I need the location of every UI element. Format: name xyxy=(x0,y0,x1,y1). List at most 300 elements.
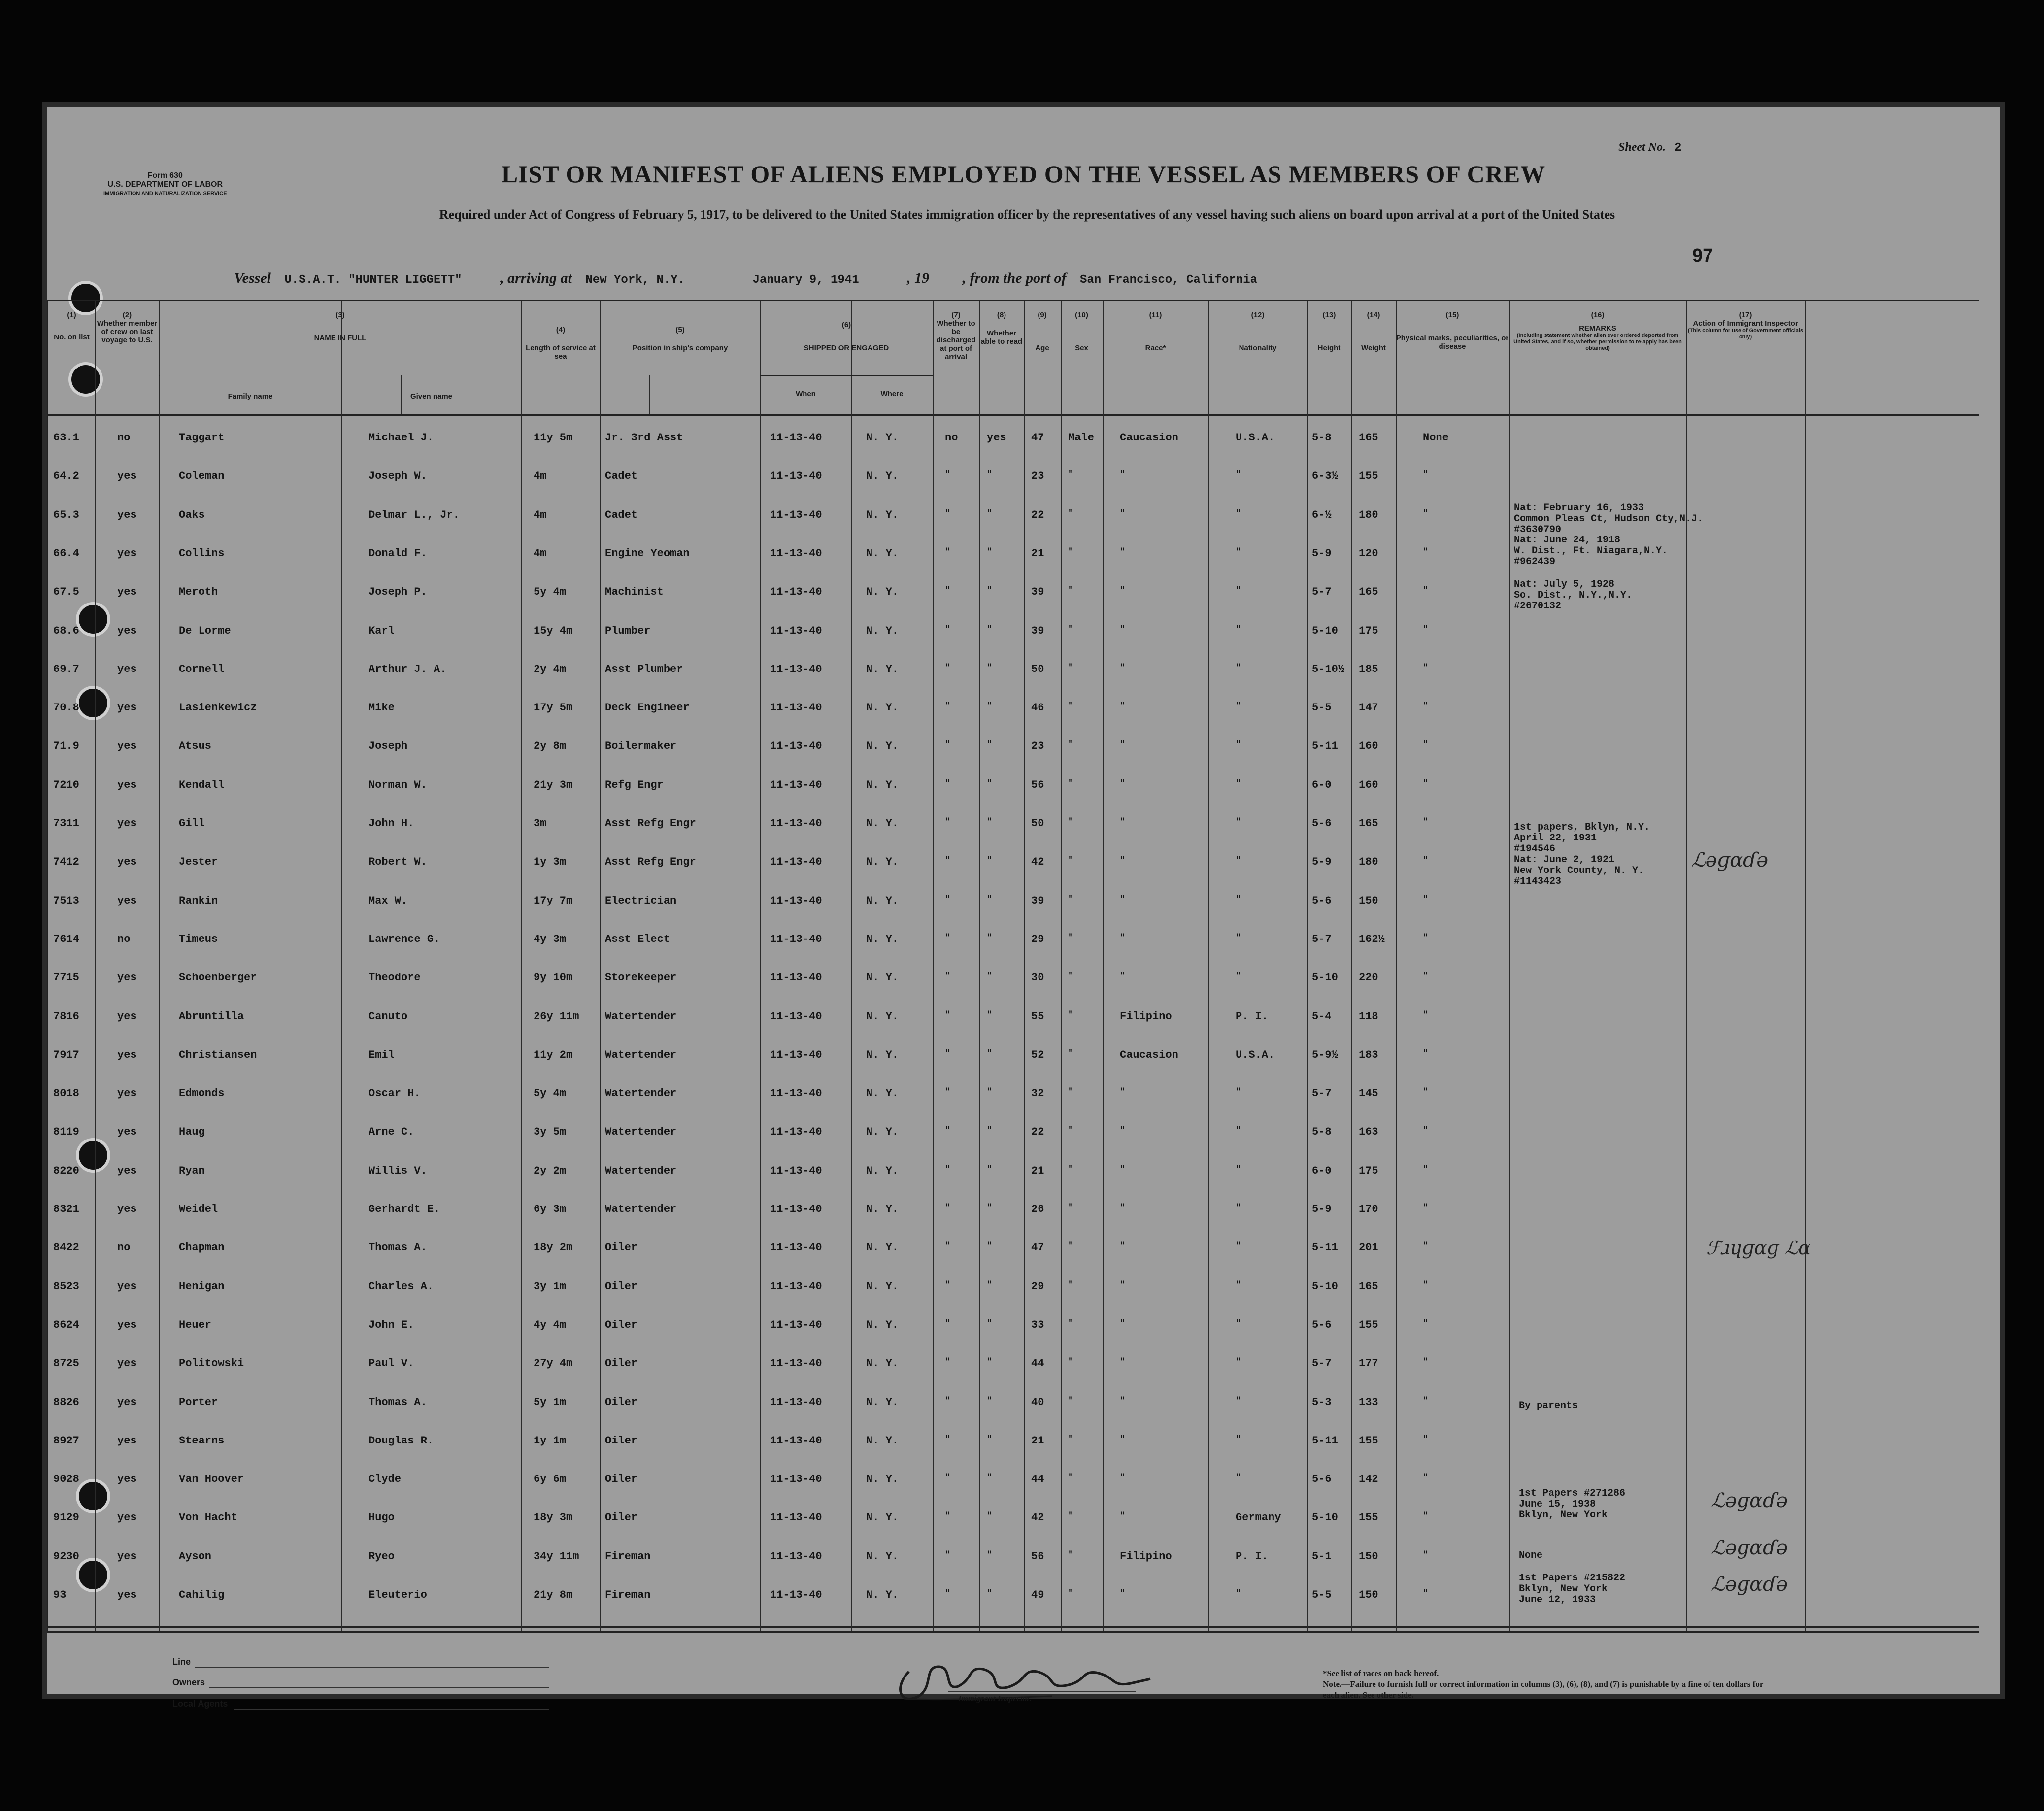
discharged-at-port-cell: " xyxy=(945,547,950,557)
height-cell: 6-½ xyxy=(1312,509,1332,521)
nationality-cell: " xyxy=(1236,1473,1241,1483)
shipped-where-cell: N. Y. xyxy=(866,702,899,714)
discharged-at-port-cell: " xyxy=(945,586,950,596)
sex-cell: " xyxy=(1068,1241,1073,1251)
physical-marks-cell: " xyxy=(1423,1589,1428,1599)
inspector-initials-mark: ℱɹɥɡɑɡ ℒɑ xyxy=(1706,1237,1811,1259)
remark-line: New York County, N. Y. xyxy=(1514,865,1644,876)
nationality-cell: " xyxy=(1236,895,1241,905)
sex-cell: " xyxy=(1068,933,1073,943)
given-name-cell: John E. xyxy=(369,1319,414,1331)
row-number-cell: 8927 xyxy=(53,1435,79,1447)
column-rule xyxy=(1103,301,1104,1631)
age-cell: 55 xyxy=(1031,1010,1044,1023)
page-number: 97 xyxy=(1692,245,1713,266)
last-voyage-cell: no xyxy=(117,933,131,945)
shipped-where-cell: N. Y. xyxy=(866,470,899,482)
able-to-read-cell: " xyxy=(987,779,992,789)
weight-cell: 163 xyxy=(1359,1126,1378,1138)
remark-cahilig xyxy=(1519,1573,1625,1606)
race-cell: " xyxy=(1120,1473,1125,1483)
row-number-cell: 7614 xyxy=(53,933,79,945)
row-number-cell: 8119 xyxy=(53,1126,79,1138)
able-to-read-cell: " xyxy=(987,1473,992,1483)
sex-cell: " xyxy=(1068,1203,1073,1213)
weight-cell: 170 xyxy=(1359,1203,1378,1215)
nationality-cell: " xyxy=(1236,1396,1241,1406)
able-to-read-cell: " xyxy=(987,1319,992,1329)
row-number-cell: 8826 xyxy=(53,1396,79,1409)
last-voyage-cell: yes xyxy=(117,1087,137,1100)
remark-atsus xyxy=(1514,579,1632,612)
col-number: (7) xyxy=(951,311,961,319)
shipped-when-cell: 11-13-40 xyxy=(770,470,822,482)
nationality-cell: " xyxy=(1236,547,1241,557)
discharged-at-port-cell: " xyxy=(945,625,950,635)
row-number-cell: 7210 xyxy=(53,779,79,791)
age-cell: 29 xyxy=(1031,933,1044,945)
shipped-when-cell: 11-13-40 xyxy=(770,509,822,521)
header-col-9 xyxy=(1024,311,1061,352)
given-name-cell: Arne C. xyxy=(369,1126,414,1138)
remark-line: Bklyn, New York xyxy=(1519,1583,1608,1595)
column-rule xyxy=(600,301,601,1631)
length-of-service-cell: 1y 1m xyxy=(534,1435,567,1447)
shipped-when-cell: 11-13-40 xyxy=(770,432,822,444)
sex-cell: " xyxy=(1068,1396,1073,1406)
position-cell: Oiler xyxy=(605,1473,638,1485)
manifest-sheet xyxy=(42,102,2005,1709)
sex-cell: " xyxy=(1068,740,1073,750)
shipped-where-cell: N. Y. xyxy=(866,856,899,868)
last-voyage-cell: yes xyxy=(117,509,137,521)
discharged-at-port-cell: " xyxy=(945,1203,950,1213)
col-label: Action of Immigrant Inspector xyxy=(1693,319,1798,328)
given-name-cell: Joseph xyxy=(369,740,408,752)
length-of-service-cell: 17y 5m xyxy=(534,702,573,714)
length-of-service-cell: 11y 2m xyxy=(534,1049,573,1061)
column-rule xyxy=(1509,301,1510,1631)
sex-cell: " xyxy=(1068,817,1073,827)
height-cell: 5-10 xyxy=(1312,625,1338,637)
age-cell: 21 xyxy=(1031,547,1044,560)
inspector-initials-mark: ℒəɡɑɗə xyxy=(1711,1489,1788,1512)
weight-cell: 165 xyxy=(1359,586,1378,598)
shipped-when-cell: 11-13-40 xyxy=(770,895,822,907)
able-to-read-cell: " xyxy=(987,625,992,635)
race-cell: " xyxy=(1120,1203,1125,1213)
col-sublabel: (Including statement whether alien ever ordered deported from United States, and if so, whether permission to re-apply has been obtained) xyxy=(1513,333,1682,351)
height-cell: 5-1 xyxy=(1312,1550,1332,1563)
column-rule xyxy=(1024,301,1025,1631)
physical-marks-cell: " xyxy=(1423,1396,1428,1406)
header-col-2 xyxy=(95,311,159,344)
shipped-where-cell: N. Y. xyxy=(866,779,899,791)
last-voyage-cell: yes xyxy=(117,1357,137,1370)
height-cell: 5-5 xyxy=(1312,1589,1332,1601)
col-label: Height xyxy=(1317,344,1341,352)
able-to-read-cell: " xyxy=(987,895,992,905)
family-name-cell: Jester xyxy=(179,856,218,868)
row-number-cell: 7816 xyxy=(53,1010,79,1023)
position-cell: Boilermaker xyxy=(605,740,677,752)
height-cell: 5-11 xyxy=(1312,1435,1338,1447)
race-cell: " xyxy=(1120,1396,1125,1406)
shipped-where-cell: N. Y. xyxy=(866,1087,899,1100)
arrival-port: New York, N.Y. xyxy=(585,273,685,287)
physical-marks-cell: " xyxy=(1423,1280,1428,1290)
col-number: (14) xyxy=(1367,311,1380,319)
weight-cell: 150 xyxy=(1359,1550,1378,1563)
length-of-service-cell: 11y 5m xyxy=(534,432,573,444)
shipped-where-cell: N. Y. xyxy=(866,663,899,675)
given-name-cell: Theodore xyxy=(369,972,421,984)
nationality-cell: P. I. xyxy=(1236,1550,1269,1563)
able-to-read-cell: " xyxy=(987,1165,992,1174)
physical-marks-cell: " xyxy=(1423,1550,1428,1560)
vessel-line xyxy=(234,270,1257,287)
inspector-initials-mark: ℒəɡɑɗə xyxy=(1711,1573,1788,1596)
last-voyage-cell: yes xyxy=(117,1165,137,1177)
last-voyage-cell: yes xyxy=(117,856,137,868)
family-name-cell: Gill xyxy=(179,817,205,830)
physical-marks-cell: " xyxy=(1423,663,1428,673)
weight-cell: 160 xyxy=(1359,740,1378,752)
remark-abruntilla xyxy=(1514,855,1644,887)
remark-line: Bklyn, New York xyxy=(1519,1509,1608,1521)
last-voyage-cell: yes xyxy=(117,1203,137,1215)
sex-cell: " xyxy=(1068,895,1073,905)
length-of-service-cell: 5y 4m xyxy=(534,1087,567,1100)
column-rule xyxy=(1396,301,1397,1631)
age-cell: 42 xyxy=(1031,1511,1044,1524)
able-to-read-cell: " xyxy=(987,1087,992,1097)
age-cell: 39 xyxy=(1031,895,1044,907)
column-rule xyxy=(979,301,980,1631)
age-cell: 30 xyxy=(1031,972,1044,984)
row-number-cell: 8220 xyxy=(53,1165,79,1177)
last-voyage-cell: yes xyxy=(117,586,137,598)
remark-ayson: None xyxy=(1519,1550,1543,1561)
sex-cell: " xyxy=(1068,1087,1073,1097)
given-name-cell: Robert W. xyxy=(369,856,427,868)
family-name-cell: Collins xyxy=(179,547,225,560)
nationality-cell: " xyxy=(1236,1126,1241,1136)
shipped-where-cell: N. Y. xyxy=(866,1435,899,1447)
race-cell: " xyxy=(1120,779,1125,789)
shipped-where-cell: N. Y. xyxy=(866,817,899,830)
row-number-cell: 69.7 xyxy=(53,663,79,675)
shipped-when-cell: 11-13-40 xyxy=(770,1241,822,1254)
length-of-service-cell: 4y 3m xyxy=(534,933,567,945)
position-cell: Watertender xyxy=(605,1126,677,1138)
shipped-where-cell: N. Y. xyxy=(866,1049,899,1061)
column-rule xyxy=(851,301,852,1631)
header-when: When xyxy=(796,390,816,398)
nationality-cell: " xyxy=(1236,1203,1241,1213)
weight-cell: 183 xyxy=(1359,1049,1378,1061)
weight-cell: 155 xyxy=(1359,1511,1378,1524)
given-name-cell: Joseph P. xyxy=(369,586,427,598)
position-cell: Cadet xyxy=(605,509,638,521)
weight-cell: 120 xyxy=(1359,547,1378,560)
height-cell: 5-9 xyxy=(1312,547,1332,560)
shipped-where-cell: N. Y. xyxy=(866,1396,899,1409)
age-cell: 21 xyxy=(1031,1435,1044,1447)
position-cell: Electrician xyxy=(605,895,677,907)
physical-marks-cell: " xyxy=(1423,779,1428,789)
family-name-cell: Cornell xyxy=(179,663,225,675)
sex-cell: " xyxy=(1068,1280,1073,1290)
col-label: Position in ship's company xyxy=(632,344,728,352)
header-col-13 xyxy=(1307,311,1351,352)
family-name-cell: Meroth xyxy=(179,586,218,598)
age-cell: 23 xyxy=(1031,470,1044,482)
age-cell: 56 xyxy=(1031,779,1044,791)
row-number-cell: 68.6 xyxy=(53,625,79,637)
given-name-cell: Gerhardt E. xyxy=(369,1203,440,1215)
family-name-cell: Atsus xyxy=(179,740,212,752)
remark-schoenberger xyxy=(1514,822,1650,855)
year-label: , 19 xyxy=(907,270,930,286)
race-cell: " xyxy=(1120,972,1125,981)
row-number-cell: 9230 xyxy=(53,1550,79,1563)
last-voyage-cell: yes xyxy=(117,1010,137,1023)
able-to-read-cell: " xyxy=(987,1280,992,1290)
shipped-when-cell: 11-13-40 xyxy=(770,1589,822,1601)
column-rule xyxy=(649,375,650,414)
position-cell: Plumber xyxy=(605,625,651,637)
position-cell: Fireman xyxy=(605,1589,651,1601)
shipped-where-cell: N. Y. xyxy=(866,1550,899,1563)
able-to-read-cell: " xyxy=(987,972,992,981)
age-cell: 49 xyxy=(1031,1589,1044,1601)
given-name-cell: Karl xyxy=(369,625,395,637)
age-cell: 29 xyxy=(1031,1280,1044,1293)
col-label: NAME IN FULL xyxy=(314,334,367,342)
able-to-read-cell: " xyxy=(987,1049,992,1059)
col-label: Weight xyxy=(1361,344,1386,352)
family-name-cell: Coleman xyxy=(179,470,225,482)
able-to-read-cell: " xyxy=(987,1435,992,1444)
length-of-service-cell: 3y 1m xyxy=(534,1280,567,1293)
shipped-where-cell: N. Y. xyxy=(866,586,899,598)
physical-marks-cell: " xyxy=(1423,586,1428,596)
shipped-where-cell: N. Y. xyxy=(866,895,899,907)
given-name-cell: Lawrence G. xyxy=(369,933,440,945)
races-note: *See list of races on back hereof. xyxy=(1323,1669,1439,1678)
weight-cell: 145 xyxy=(1359,1087,1378,1100)
shipped-when-cell: 11-13-40 xyxy=(770,1511,822,1524)
remark-line: Nat: June 24, 1918 xyxy=(1514,535,1621,546)
discharged-at-port-cell: " xyxy=(945,740,950,750)
race-cell: " xyxy=(1120,933,1125,943)
col-number: (10) xyxy=(1075,311,1088,319)
col-number: (6) xyxy=(841,321,851,329)
shipped-where-cell: N. Y. xyxy=(866,1241,899,1254)
family-name-cell: Lasienkewicz xyxy=(179,702,257,714)
race-cell: " xyxy=(1120,663,1125,673)
row-number-cell: 7917 xyxy=(53,1049,79,1061)
shipped-where-cell: N. Y. xyxy=(866,1010,899,1023)
position-cell: Oiler xyxy=(605,1435,638,1447)
remark-line: #3630790 xyxy=(1514,524,1562,536)
shipped-where-cell: N. Y. xyxy=(866,1203,899,1215)
row-number-cell: 66.4 xyxy=(53,547,79,560)
sex-cell: " xyxy=(1068,1010,1073,1020)
family-name-cell: Porter xyxy=(179,1396,218,1409)
able-to-read-cell: " xyxy=(987,856,992,866)
sex-cell: " xyxy=(1068,547,1073,557)
nationality-cell: " xyxy=(1236,1589,1241,1599)
sheet-label: Sheet No. xyxy=(1618,141,1666,154)
family-name-cell: Van Hoover xyxy=(179,1473,244,1485)
col-label: Whether member of crew on last voyage to U.S. xyxy=(97,319,158,344)
discharged-at-port-cell: " xyxy=(945,856,950,866)
able-to-read-cell: " xyxy=(987,1241,992,1251)
last-voyage-cell: yes xyxy=(117,663,137,675)
position-cell: Deck Engineer xyxy=(605,702,690,714)
family-name-cell: Cahilig xyxy=(179,1589,225,1601)
col-label: Age xyxy=(1035,344,1049,352)
given-name-cell: Emil xyxy=(369,1049,395,1061)
height-cell: 5-8 xyxy=(1312,1126,1332,1138)
remark-line: #1143423 xyxy=(1514,876,1562,887)
height-cell: 6-3½ xyxy=(1312,470,1338,482)
physical-marks-cell: " xyxy=(1423,1049,1428,1059)
weight-cell: 175 xyxy=(1359,1165,1378,1177)
physical-marks-cell: " xyxy=(1423,1511,1428,1521)
shipped-when-cell: 11-13-40 xyxy=(770,1396,822,1409)
sex-cell: " xyxy=(1068,509,1073,519)
race-cell: " xyxy=(1120,509,1125,519)
family-name-cell: Rankin xyxy=(179,895,218,907)
header-col-7 xyxy=(933,311,979,361)
length-of-service-cell: 34y 11m xyxy=(534,1550,579,1563)
race-cell: " xyxy=(1120,1126,1125,1136)
shipped-subheader-rule xyxy=(760,375,933,376)
discharged-at-port-cell: " xyxy=(945,1550,950,1560)
last-voyage-cell: yes xyxy=(117,1589,137,1601)
age-cell: 46 xyxy=(1031,702,1044,714)
given-name-cell: Charles A. xyxy=(369,1280,434,1293)
inspector-label: Immigrant Inspector. xyxy=(958,1694,1032,1703)
family-name-cell: Haug xyxy=(179,1126,205,1138)
remark-van-hoover xyxy=(1519,1488,1625,1521)
shipped-where-cell: N. Y. xyxy=(866,1511,899,1524)
row-number-cell: 9129 xyxy=(53,1511,79,1524)
nationality-cell: " xyxy=(1236,1435,1241,1444)
col-number: (17) xyxy=(1739,311,1752,319)
height-cell: 5-11 xyxy=(1312,740,1338,752)
col-number: (4) xyxy=(556,326,566,334)
physical-marks-cell: " xyxy=(1423,1010,1428,1020)
height-cell: 5-6 xyxy=(1312,895,1332,907)
discharged-at-port-cell: " xyxy=(945,1473,950,1483)
service: IMMIGRATION AND NATURALIZATION SERVICE xyxy=(103,191,227,197)
col-label: Nationality xyxy=(1239,344,1277,352)
family-name-cell: Schoenberger xyxy=(179,972,257,984)
given-name-cell: Eleuterio xyxy=(369,1589,427,1601)
able-to-read-cell: " xyxy=(987,740,992,750)
able-to-read-cell: " xyxy=(987,547,992,557)
weight-cell: 160 xyxy=(1359,779,1378,791)
length-of-service-cell: 3m xyxy=(534,817,547,830)
column-rule xyxy=(1307,301,1308,1631)
shipped-where-cell: N. Y. xyxy=(866,1319,899,1331)
header-where: Where xyxy=(880,390,904,398)
discharged-at-port-cell: " xyxy=(945,779,950,789)
last-voyage-cell: yes xyxy=(117,1126,137,1138)
nationality-cell: " xyxy=(1236,663,1241,673)
shipped-when-cell: 11-13-40 xyxy=(770,1280,822,1293)
position-cell: Oiler xyxy=(605,1511,638,1524)
col-sublabel: (This column for use of Government officials only) xyxy=(1687,328,1804,340)
shipped-where-cell: N. Y. xyxy=(866,933,899,945)
height-cell: 5-5 xyxy=(1312,702,1332,714)
header-col-14 xyxy=(1351,311,1396,352)
last-voyage-cell: yes xyxy=(117,1396,137,1409)
race-cell: " xyxy=(1120,1589,1125,1599)
column-rule xyxy=(341,301,342,1631)
discharged-at-port-cell: " xyxy=(945,663,950,673)
header-col-11 xyxy=(1103,311,1208,352)
nationality-cell: " xyxy=(1236,586,1241,596)
race-cell: Caucasion xyxy=(1120,1049,1178,1061)
shipped-where-cell: N. Y. xyxy=(866,1589,899,1601)
remark-line: Nat: February 16, 1933 xyxy=(1514,503,1644,514)
header-divider xyxy=(48,414,1979,416)
position-cell: Watertender xyxy=(605,1165,677,1177)
inspector-initials-mark: ℒəɡɑɗə xyxy=(1691,849,1769,872)
length-of-service-cell: 17y 7m xyxy=(534,895,573,907)
physical-marks-cell: " xyxy=(1423,1165,1428,1174)
col-number: (11) xyxy=(1149,311,1162,319)
discharged-at-port-cell: " xyxy=(945,702,950,711)
row-number-cell: 65.3 xyxy=(53,509,79,521)
height-cell: 5-11 xyxy=(1312,1241,1338,1254)
height-cell: 5-10 xyxy=(1312,1280,1338,1293)
discharged-at-port-cell: " xyxy=(945,895,950,905)
col-label: SHIPPED OR ENGAGED xyxy=(804,344,889,352)
position-cell: Oiler xyxy=(605,1319,638,1331)
physical-marks-cell: " xyxy=(1423,1126,1428,1136)
age-cell: 33 xyxy=(1031,1319,1044,1331)
sheet-value: 2 xyxy=(1675,141,1682,155)
header-col-5 xyxy=(600,326,760,352)
header-col-16 xyxy=(1509,311,1686,352)
given-name-cell: Michael J. xyxy=(369,432,434,444)
family-name-cell: Timeus xyxy=(179,933,218,945)
header-col-1 xyxy=(48,311,95,341)
able-to-read-cell: " xyxy=(987,1203,992,1213)
sex-cell: Male xyxy=(1068,432,1094,444)
last-voyage-cell: yes xyxy=(117,779,137,791)
column-rule xyxy=(760,301,761,1631)
nationality-cell: " xyxy=(1236,1319,1241,1329)
position-cell: Storekeeper xyxy=(605,972,677,984)
age-cell: 42 xyxy=(1031,856,1044,868)
able-to-read-cell: " xyxy=(987,933,992,943)
row-number-cell: 7412 xyxy=(53,856,79,868)
col-label: Whether to be discharged at port of arrival xyxy=(936,319,976,361)
length-of-service-cell: 18y 2m xyxy=(534,1241,573,1254)
nationality-cell: " xyxy=(1236,1165,1241,1174)
family-name-cell: Henigan xyxy=(179,1280,225,1293)
age-cell: 32 xyxy=(1031,1087,1044,1100)
header-col-4 xyxy=(521,326,600,361)
remark-line: So. Dist., N.Y.,N.Y. xyxy=(1514,590,1633,601)
